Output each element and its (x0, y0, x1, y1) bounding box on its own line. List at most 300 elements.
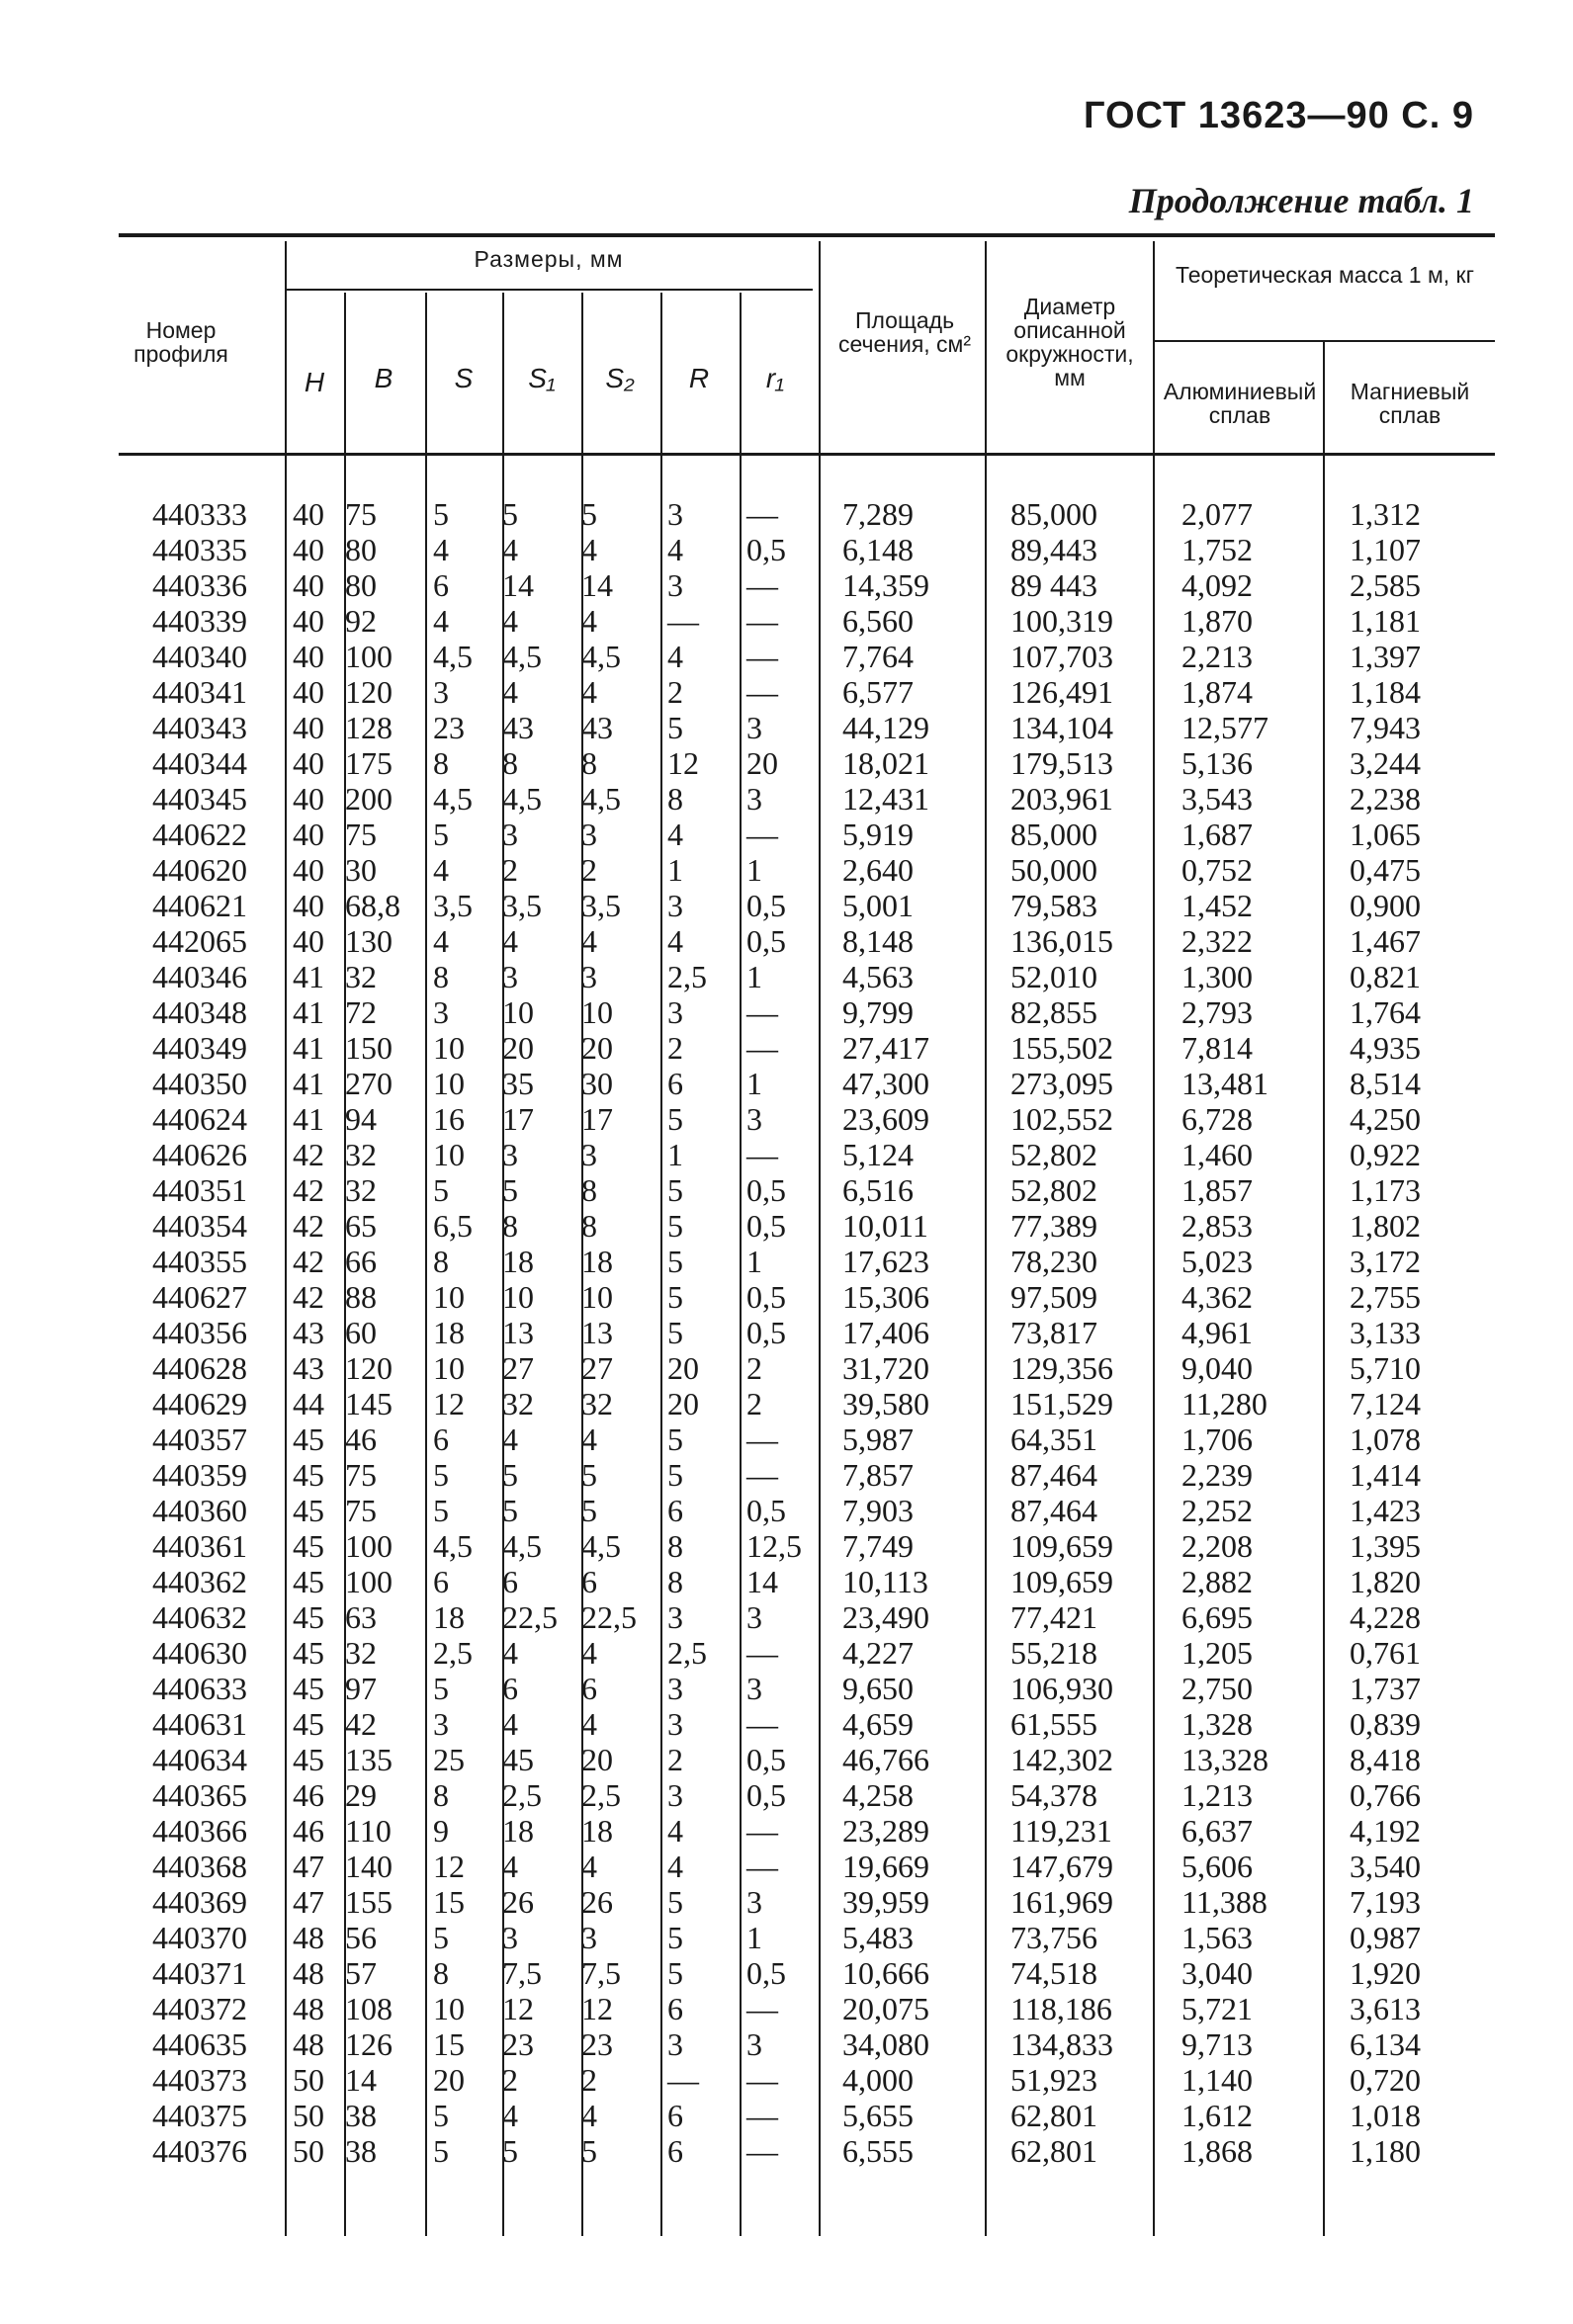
cell-S: 8 (433, 745, 449, 781)
cell-section-area: 23,609 (842, 1101, 929, 1137)
cell-magnesium-mass: 3,133 (1350, 1315, 1421, 1350)
cell-S: 8 (433, 959, 449, 994)
cell-section-area: 6,148 (842, 532, 914, 567)
cell-magnesium-mass: 2,755 (1350, 1279, 1421, 1315)
cell-S2: 4 (581, 603, 597, 639)
cell-aluminium-mass: 1,563 (1181, 1920, 1253, 1955)
cell-S2: 22,5 (581, 1599, 637, 1635)
cell-S2: 17 (581, 1101, 613, 1137)
cell-diameter: 109,659 (1010, 1528, 1113, 1564)
cell-diameter: 78,230 (1010, 1244, 1097, 1279)
cell-profile-number: 440631 (152, 1706, 247, 1742)
cell-diameter: 134,104 (1010, 710, 1113, 745)
cell-diameter: 134,833 (1010, 2026, 1113, 2062)
cell-B: 110 (345, 1813, 392, 1849)
cell-S2: 3 (581, 1137, 597, 1172)
cell-diameter: 179,513 (1010, 745, 1113, 781)
cell-aluminium-mass: 2,322 (1181, 923, 1253, 959)
cell-S: 12 (433, 1849, 465, 1884)
cell-magnesium-mass: 1,181 (1350, 603, 1421, 639)
cell-aluminium-mass: 1,300 (1181, 959, 1253, 994)
cell-profile-number: 440340 (152, 639, 247, 674)
cell-S: 4 (433, 852, 449, 888)
cell-R: 2 (667, 1030, 683, 1066)
cell-R: 6 (667, 1493, 683, 1528)
cell-profile-number: 440344 (152, 745, 247, 781)
cell-section-area: 46,766 (842, 1742, 929, 1777)
cell-section-area: 23,289 (842, 1813, 929, 1849)
cell-H: 45 (293, 1671, 324, 1706)
cell-profile-number: 440362 (152, 1564, 247, 1599)
cell-profile-number: 442065 (152, 923, 247, 959)
table-row (0, 1671, 1573, 1706)
cell-diameter: 52,802 (1010, 1137, 1097, 1172)
cell-B: 126 (345, 2026, 393, 2062)
cell-R: 5 (667, 1920, 683, 1955)
table-row (0, 1066, 1573, 1101)
cell-S: 10 (433, 1350, 465, 1386)
cell-aluminium-mass: 6,695 (1181, 1599, 1253, 1635)
cell-R: 5 (667, 1457, 683, 1493)
cell-diameter: 77,421 (1010, 1599, 1097, 1635)
cell-section-area: 7,857 (842, 1457, 914, 1493)
cell-r1: 1 (746, 959, 762, 994)
cell-H: 47 (293, 1884, 324, 1920)
cell-section-area: 5,655 (842, 2098, 914, 2133)
cell-S1: 6 (502, 1671, 518, 1706)
cell-aluminium-mass: 1,857 (1181, 1172, 1253, 1208)
cell-diameter: 73,756 (1010, 1920, 1097, 1955)
cell-S2: 2 (581, 2062, 597, 2098)
cell-profile-number: 440345 (152, 781, 247, 817)
cell-profile-number: 440361 (152, 1528, 247, 1564)
cell-B: 30 (345, 852, 377, 888)
table-row (0, 1137, 1573, 1172)
cell-S1: 5 (502, 1172, 518, 1208)
cell-diameter: 89 443 (1010, 567, 1097, 603)
cell-S1: 5 (502, 1493, 518, 1528)
cell-diameter: 203,961 (1010, 781, 1113, 817)
cell-S2: 13 (581, 1315, 613, 1350)
cell-S: 4,5 (433, 1528, 473, 1564)
cell-S: 6,5 (433, 1208, 473, 1244)
cell-R: 5 (667, 1172, 683, 1208)
table-row (0, 1493, 1573, 1528)
cell-r1: — (746, 674, 778, 710)
cell-S1: 4 (502, 603, 518, 639)
cell-r1: 12,5 (746, 1528, 802, 1564)
table-row (0, 496, 1573, 532)
table-row (0, 674, 1573, 710)
cell-profile-number: 440633 (152, 1671, 247, 1706)
cell-r1: 20 (746, 745, 778, 781)
cell-diameter: 109,659 (1010, 1564, 1113, 1599)
cell-B: 38 (345, 2098, 377, 2133)
cell-diameter: 87,464 (1010, 1457, 1097, 1493)
cell-H: 44 (293, 1386, 324, 1421)
cell-aluminium-mass: 7,814 (1181, 1030, 1253, 1066)
cell-aluminium-mass: 6,637 (1181, 1813, 1253, 1849)
cell-R: 6 (667, 1066, 683, 1101)
cell-B: 128 (345, 710, 393, 745)
cell-magnesium-mass: 1,467 (1350, 923, 1421, 959)
cell-B: 94 (345, 1101, 377, 1137)
cell-magnesium-mass: 0,821 (1350, 959, 1421, 994)
cell-S1: 4 (502, 674, 518, 710)
cell-S2: 26 (581, 1884, 613, 1920)
cell-profile-number: 440624 (152, 1101, 247, 1137)
header-circumscribed-diameter: Диаметр описанной окружности, мм (1005, 294, 1134, 391)
cell-r1: — (746, 1137, 778, 1172)
cell-profile-number: 440621 (152, 888, 247, 923)
cell-S1: 7,5 (502, 1955, 542, 1991)
cell-S: 8 (433, 1244, 449, 1279)
cell-S: 6 (433, 567, 449, 603)
cell-diameter: 82,855 (1010, 994, 1097, 1030)
table-row (0, 2098, 1573, 2133)
cell-profile-number: 440333 (152, 496, 247, 532)
cell-r1: — (746, 2062, 778, 2098)
cell-diameter: 54,378 (1010, 1777, 1097, 1813)
cell-aluminium-mass: 1,706 (1181, 1421, 1253, 1457)
cell-B: 155 (345, 1884, 393, 1920)
cell-r1: — (746, 2098, 778, 2133)
cell-S: 16 (433, 1101, 465, 1137)
cell-S2: 4 (581, 2098, 597, 2133)
table-row (0, 1172, 1573, 1208)
cell-aluminium-mass: 1,874 (1181, 674, 1253, 710)
cell-magnesium-mass: 7,943 (1350, 710, 1421, 745)
table-row (0, 1030, 1573, 1066)
cell-diameter: 142,302 (1010, 1742, 1113, 1777)
cell-S1: 4 (502, 2098, 518, 2133)
cell-aluminium-mass: 1,612 (1181, 2098, 1253, 2133)
cell-S1: 35 (502, 1066, 534, 1101)
table-row (0, 781, 1573, 817)
table-row (0, 1386, 1573, 1421)
table-row (0, 639, 1573, 674)
cell-magnesium-mass: 0,839 (1350, 1706, 1421, 1742)
cell-section-area: 4,659 (842, 1706, 914, 1742)
cell-H: 42 (293, 1172, 324, 1208)
cell-section-area: 9,650 (842, 1671, 914, 1706)
cell-diameter: 118,186 (1010, 1991, 1112, 2026)
cell-H: 42 (293, 1279, 324, 1315)
cell-H: 46 (293, 1777, 324, 1813)
cell-aluminium-mass: 5,136 (1181, 745, 1253, 781)
cell-S2: 4 (581, 1706, 597, 1742)
table-row (0, 1777, 1573, 1813)
header-R: R (688, 363, 710, 393)
cell-magnesium-mass: 1,107 (1350, 532, 1421, 567)
cell-r1: — (746, 567, 778, 603)
cell-H: 42 (293, 1137, 324, 1172)
cell-S: 5 (433, 817, 449, 852)
cell-B: 130 (345, 923, 393, 959)
cell-section-area: 15,306 (842, 1279, 929, 1315)
cell-B: 100 (345, 639, 393, 674)
cell-profile-number: 440376 (152, 2133, 247, 2169)
cell-aluminium-mass: 1,140 (1181, 2062, 1253, 2098)
cell-H: 41 (293, 1030, 324, 1066)
cell-r1: — (746, 994, 778, 1030)
cell-B: 150 (345, 1030, 393, 1066)
cell-r1: — (746, 1030, 778, 1066)
cell-S1: 20 (502, 1030, 534, 1066)
cell-section-area: 10,113 (842, 1564, 928, 1599)
cell-profile-number: 440346 (152, 959, 247, 994)
cell-profile-number: 440356 (152, 1315, 247, 1350)
cell-magnesium-mass: 0,475 (1350, 852, 1421, 888)
cell-S2: 20 (581, 1742, 613, 1777)
cell-section-area: 8,148 (842, 923, 914, 959)
cell-S1: 4 (502, 923, 518, 959)
table-row (0, 567, 1573, 603)
cell-aluminium-mass: 1,868 (1181, 2133, 1253, 2169)
table-row (0, 1208, 1573, 1244)
cell-r1: 0,5 (746, 923, 786, 959)
cell-R: 5 (667, 1208, 683, 1244)
cell-section-area: 5,483 (842, 1920, 914, 1955)
cell-r1: 0,5 (746, 1279, 786, 1315)
cell-S2: 12 (581, 1991, 613, 2026)
cell-R: 12 (667, 745, 699, 781)
cell-aluminium-mass: 4,961 (1181, 1315, 1253, 1350)
cell-B: 80 (345, 567, 377, 603)
cell-B: 32 (345, 1137, 377, 1172)
cell-section-area: 19,669 (842, 1849, 929, 1884)
cell-aluminium-mass: 5,606 (1181, 1849, 1253, 1884)
cell-magnesium-mass: 7,193 (1350, 1884, 1421, 1920)
cell-profile-number: 440626 (152, 1137, 247, 1172)
cell-H: 43 (293, 1315, 324, 1350)
cell-diameter: 151,529 (1010, 1386, 1113, 1421)
cell-section-area: 4,563 (842, 959, 914, 994)
mass-header-rule (1155, 340, 1495, 342)
cell-diameter: 155,502 (1010, 1030, 1113, 1066)
cell-aluminium-mass: 13,328 (1181, 1742, 1268, 1777)
cell-R: 4 (667, 817, 683, 852)
cell-section-area: 17,406 (842, 1315, 929, 1350)
cell-section-area: 12,431 (842, 781, 929, 817)
cell-diameter: 119,231 (1010, 1813, 1112, 1849)
cell-aluminium-mass: 1,213 (1181, 1777, 1253, 1813)
cell-R: 4 (667, 532, 683, 567)
cell-S: 5 (433, 496, 449, 532)
cell-magnesium-mass: 3,540 (1350, 1849, 1421, 1884)
cell-S2: 30 (581, 1066, 613, 1101)
cell-R: 3 (667, 567, 683, 603)
cell-magnesium-mass: 0,922 (1350, 1137, 1421, 1172)
table-row (0, 1315, 1573, 1350)
cell-S: 18 (433, 1315, 465, 1350)
cell-H: 40 (293, 781, 324, 817)
cell-r1: 1 (746, 1066, 762, 1101)
cell-H: 40 (293, 532, 324, 567)
cell-section-area: 17,623 (842, 1244, 929, 1279)
cell-profile-number: 440341 (152, 674, 247, 710)
cell-S1: 4 (502, 1849, 518, 1884)
cell-R: 6 (667, 2133, 683, 2169)
cell-B: 75 (345, 817, 377, 852)
cell-H: 40 (293, 496, 324, 532)
cell-B: 38 (345, 2133, 377, 2169)
cell-aluminium-mass: 1,752 (1181, 532, 1253, 567)
cell-R: 3 (667, 2026, 683, 2062)
cell-magnesium-mass: 1,397 (1350, 639, 1421, 674)
cell-B: 97 (345, 1671, 377, 1706)
table-row (0, 1528, 1573, 1564)
cell-R: 8 (667, 1528, 683, 1564)
cell-H: 42 (293, 1208, 324, 1244)
cell-diameter: 126,491 (1010, 674, 1113, 710)
cell-section-area: 6,577 (842, 674, 914, 710)
cell-R: 4 (667, 1849, 683, 1884)
cell-diameter: 55,218 (1010, 1635, 1097, 1671)
header-r1: r₁ (765, 363, 785, 393)
cell-R: 5 (667, 1279, 683, 1315)
cell-H: 45 (293, 1599, 324, 1635)
cell-S2: 3 (581, 1920, 597, 1955)
cell-S2: 2,5 (581, 1777, 621, 1813)
cell-R: — (667, 2062, 699, 2098)
cell-aluminium-mass: 2,077 (1181, 496, 1253, 532)
cell-profile-number: 440369 (152, 1884, 247, 1920)
cell-S2: 5 (581, 2133, 597, 2169)
cell-magnesium-mass: 1,395 (1350, 1528, 1421, 1564)
cell-profile-number: 440371 (152, 1955, 247, 1991)
cell-aluminium-mass: 2,750 (1181, 1671, 1253, 1706)
cell-magnesium-mass: 1,065 (1350, 817, 1421, 852)
cell-aluminium-mass: 3,040 (1181, 1955, 1253, 1991)
cell-B: 75 (345, 1493, 377, 1528)
cell-S: 6 (433, 1421, 449, 1457)
cell-section-area: 6,516 (842, 1172, 914, 1208)
header-dimensions: Размеры, мм (474, 246, 624, 272)
cell-S1: 2,5 (502, 1777, 542, 1813)
cell-aluminium-mass: 5,023 (1181, 1244, 1253, 1279)
cell-profile-number: 440375 (152, 2098, 247, 2133)
cell-diameter: 51,923 (1010, 2062, 1097, 2098)
cell-S1: 3,5 (502, 888, 542, 923)
cell-r1: 0,5 (746, 1955, 786, 1991)
cell-magnesium-mass: 1,764 (1350, 994, 1421, 1030)
cell-H: 45 (293, 1528, 324, 1564)
cell-S: 3 (433, 994, 449, 1030)
cell-S1: 8 (502, 745, 518, 781)
cell-diameter: 64,351 (1010, 1421, 1097, 1457)
table-row (0, 1991, 1573, 2026)
cell-section-area: 20,075 (842, 1991, 929, 2026)
cell-B: 135 (345, 1742, 393, 1777)
cell-r1: 2 (746, 1386, 762, 1421)
cell-section-area: 6,555 (842, 2133, 914, 2169)
cell-profile-number: 440627 (152, 1279, 247, 1315)
cell-R: 20 (667, 1350, 699, 1386)
cell-S1: 23 (502, 2026, 534, 2062)
cell-S: 6 (433, 1564, 449, 1599)
cell-S: 5 (433, 1172, 449, 1208)
cell-S2: 4 (581, 923, 597, 959)
table-row (0, 959, 1573, 994)
cell-S1: 18 (502, 1244, 534, 1279)
cell-aluminium-mass: 2,239 (1181, 1457, 1253, 1493)
cell-aluminium-mass: 13,481 (1181, 1066, 1268, 1101)
cell-diameter: 136,015 (1010, 923, 1113, 959)
cell-R: 5 (667, 1884, 683, 1920)
cell-S2: 5 (581, 1457, 597, 1493)
cell-aluminium-mass: 11,280 (1181, 1386, 1267, 1421)
cell-r1: — (746, 1421, 778, 1457)
cell-r1: — (746, 817, 778, 852)
cell-r1: 0,5 (746, 1742, 786, 1777)
cell-R: 3 (667, 496, 683, 532)
cell-r1: 3 (746, 1671, 762, 1706)
cell-section-area: 5,124 (842, 1137, 914, 1172)
cell-S2: 5 (581, 496, 597, 532)
cell-r1: 3 (746, 710, 762, 745)
table-row (0, 532, 1573, 567)
cell-B: 42 (345, 1706, 377, 1742)
cell-S: 4,5 (433, 781, 473, 817)
cell-aluminium-mass: 0,752 (1181, 852, 1253, 888)
cell-B: 29 (345, 1777, 377, 1813)
table-top-rule (119, 233, 1495, 237)
cell-diameter: 52,802 (1010, 1172, 1097, 1208)
cell-R: 2 (667, 674, 683, 710)
header-S2: S₂ (605, 363, 635, 393)
cell-section-area: 7,764 (842, 639, 914, 674)
cell-H: 41 (293, 1066, 324, 1101)
cell-S2: 23 (581, 2026, 613, 2062)
cell-r1: 0,5 (746, 888, 786, 923)
cell-B: 60 (345, 1315, 377, 1350)
cell-S2: 8 (581, 1208, 597, 1244)
cell-r1: 14 (746, 1564, 778, 1599)
cell-S1: 4,5 (502, 1528, 542, 1564)
cell-r1: 0,5 (746, 532, 786, 567)
cell-profile-number: 440373 (152, 2062, 247, 2098)
cell-r1: 1 (746, 1920, 762, 1955)
cell-profile-number: 440336 (152, 567, 247, 603)
cell-diameter: 74,518 (1010, 1955, 1097, 1991)
cell-S: 10 (433, 1137, 465, 1172)
cell-S: 18 (433, 1599, 465, 1635)
cell-magnesium-mass: 5,710 (1350, 1350, 1421, 1386)
cell-profile-number: 440348 (152, 994, 247, 1030)
header-S: S (454, 363, 474, 393)
cell-magnesium-mass: 1,920 (1350, 1955, 1421, 1991)
cell-r1: — (746, 1849, 778, 1884)
cell-diameter: 102,552 (1010, 1101, 1113, 1137)
cell-R: 4 (667, 923, 683, 959)
cell-diameter: 147,679 (1010, 1849, 1113, 1884)
cell-aluminium-mass: 1,205 (1181, 1635, 1253, 1671)
cell-S: 5 (433, 1457, 449, 1493)
cell-H: 45 (293, 1564, 324, 1599)
table-row (0, 888, 1573, 923)
table-row (0, 745, 1573, 781)
cell-S1: 4,5 (502, 781, 542, 817)
cell-magnesium-mass: 4,935 (1350, 1030, 1421, 1066)
cell-S1: 12 (502, 1991, 534, 2026)
cell-diameter: 73,817 (1010, 1315, 1097, 1350)
cell-H: 50 (293, 2133, 324, 2169)
cell-B: 120 (345, 674, 393, 710)
cell-profile-number: 440634 (152, 1742, 247, 1777)
cell-S: 20 (433, 2062, 465, 2098)
cell-aluminium-mass: 1,452 (1181, 888, 1253, 923)
